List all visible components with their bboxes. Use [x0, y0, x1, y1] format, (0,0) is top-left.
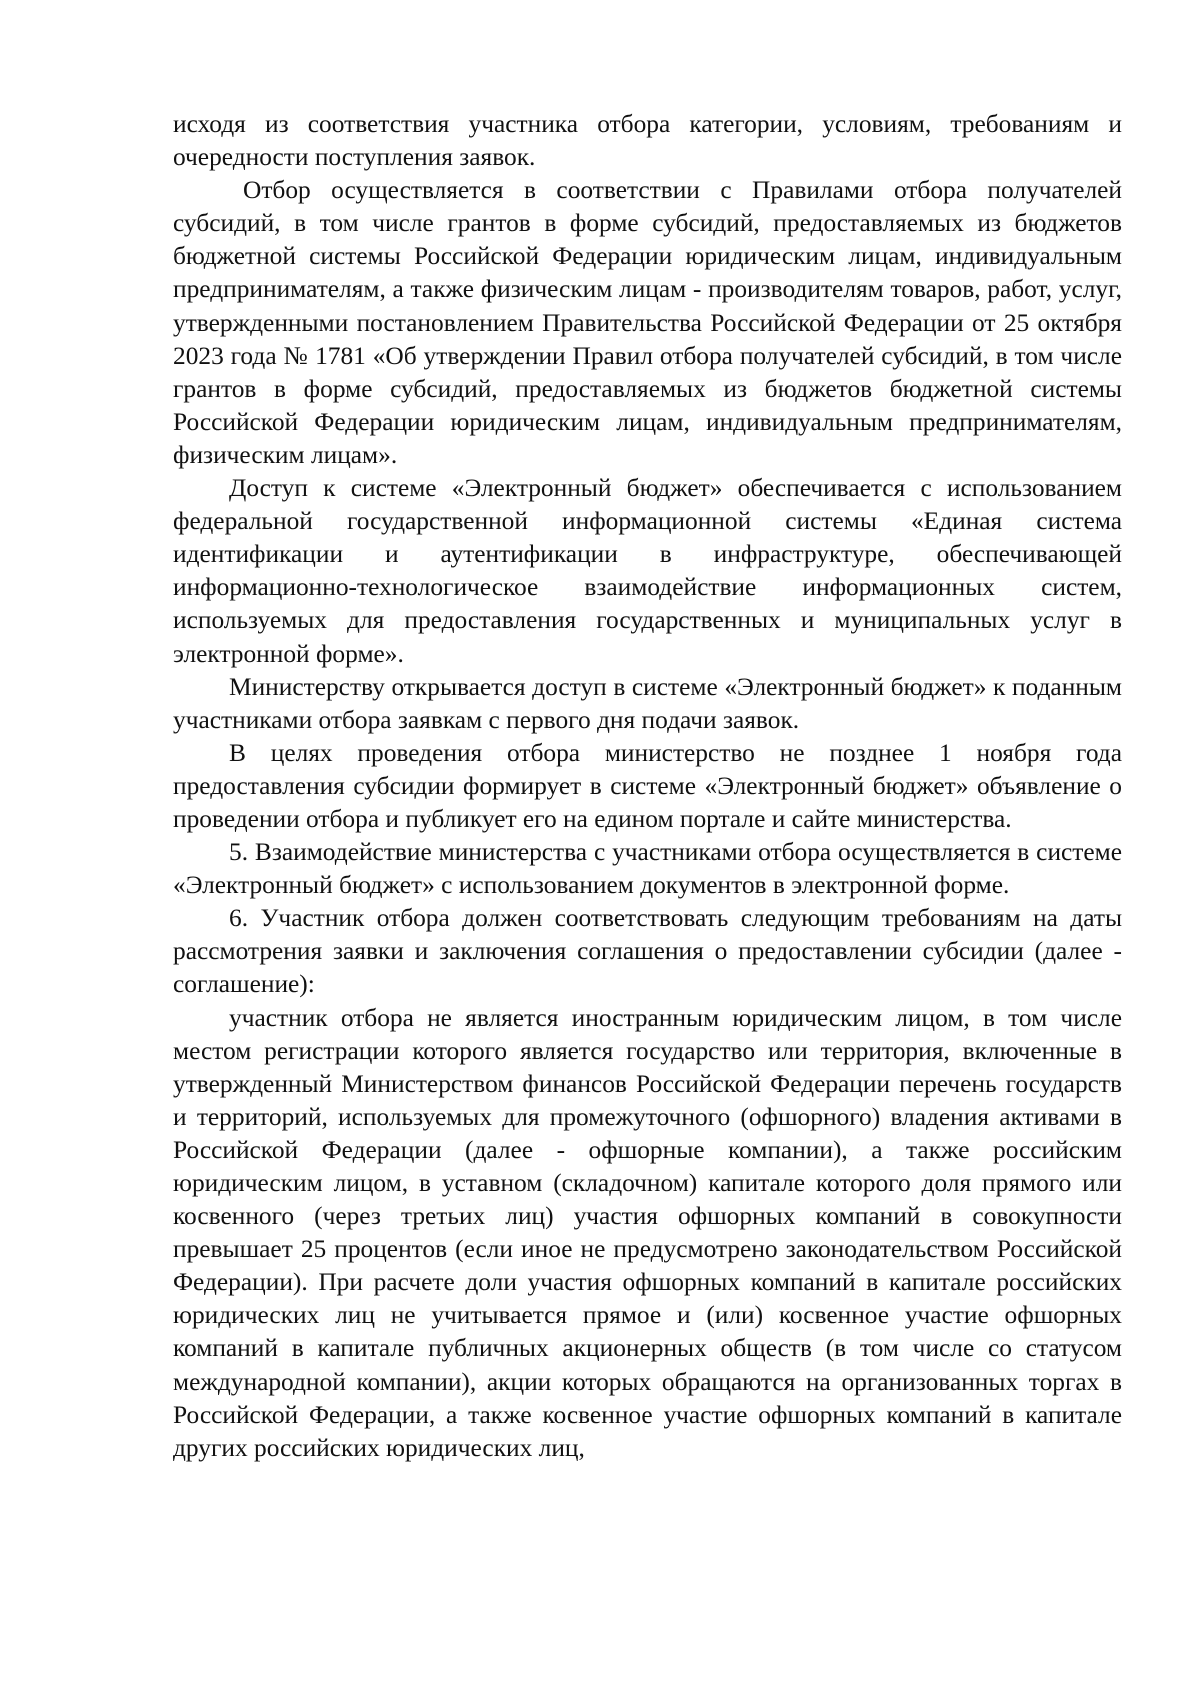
- paragraph-offshore-requirement: участник отбора не является иностранным юридическим лицом, в том числе местом регистрации которого является государство или территория, включенные в утвержденный Министерством финансов Российской Федерации перечень государств и территорий, используемых для промежуточного (офшорного) владения активами в Российской Федерации (далее - офшорные компании), а также российским юридическим лицом, в уставном (складочном) капитале которого доля прямого или косвенного (через третьих лиц) участия офшорных компаний в совокупности превышает 25 процентов (если иное не предусмотрено законодательством Российской Федерации). При расчете доли участия офшорных компаний в капитале российских юридических лиц не учитывается прямое и (или) косвенное участие офшорных компаний в капитале публичных акционерных обществ (в том числе со статусом международной компании), акции которых обращаются на организованных торгах в Российской Федерации, а также косвенное участие офшорных компаний в капитале других российских юридических лиц,: [173, 1003, 1122, 1462]
- paragraph-system-access: Доступ к системе «Электронный бюджет» обеспечивается с использованием федеральной государственной информационной системы «Единая система идентификации и аутентификации в инфраструктуре, обеспечивающей информационно-технологическое взаимодействие информационных систем, используемых для предоставления государственных и муниципальных услуг в электронной форме».: [173, 474, 1122, 668]
- paragraph-item-5: 5. Взаимодействие министерства с участниками отбора осуществляется в системе «Электронный бюджет» с использованием документов в электронной форме.: [173, 838, 1122, 900]
- paragraph-item-6: 6. Участник отбора должен соответствовать следующим требованиям на даты рассмотрения заявки и заключения соглашения о предоставлении субсидии (далее - соглашение):: [173, 904, 1122, 999]
- document-page: [173, 108, 1122, 1465]
- paragraph-selection-rules: Отбор осуществляется в соответствии с Правилами отбора получателей субсидий, в том числе грантов в форме субсидий, предоставляемых из бюджетов бюджетной системы Российской Федерации юридическим лицам, индивидуальным предпринимателям, а также физическим лицам - производителям товаров, работ, услуг, утвержденными постановлением Правительства Российской Федерации от 25 октября 2023 года № 1781 «Об утверждении Правил отбора получателей субсидий, в том числе грантов в форме субсидий, предоставляемых из бюджетов бюджетной системы Российской Федерации юридическим лицам, индивидуальным предпринимателям, физическим лицам».: [173, 176, 1122, 469]
- paragraph-ministry-access: Министерству открывается доступ в системе «Электронный бюджет» к поданным участниками отбора заявкам с первого дня подачи заявок.: [173, 672, 1122, 734]
- paragraph-announcement: В целях проведения отбора министерство не позднее 1 ноября года предоставления субсидии формирует в системе «Электронный бюджет» объявление о проведении отбора и публикует его на едином портале и сайте министерства.: [173, 738, 1122, 833]
- paragraph-continuation: исходя из соответствия участника отбора категории, условиям, требованиям и очередности поступления заявок.: [173, 110, 1122, 172]
